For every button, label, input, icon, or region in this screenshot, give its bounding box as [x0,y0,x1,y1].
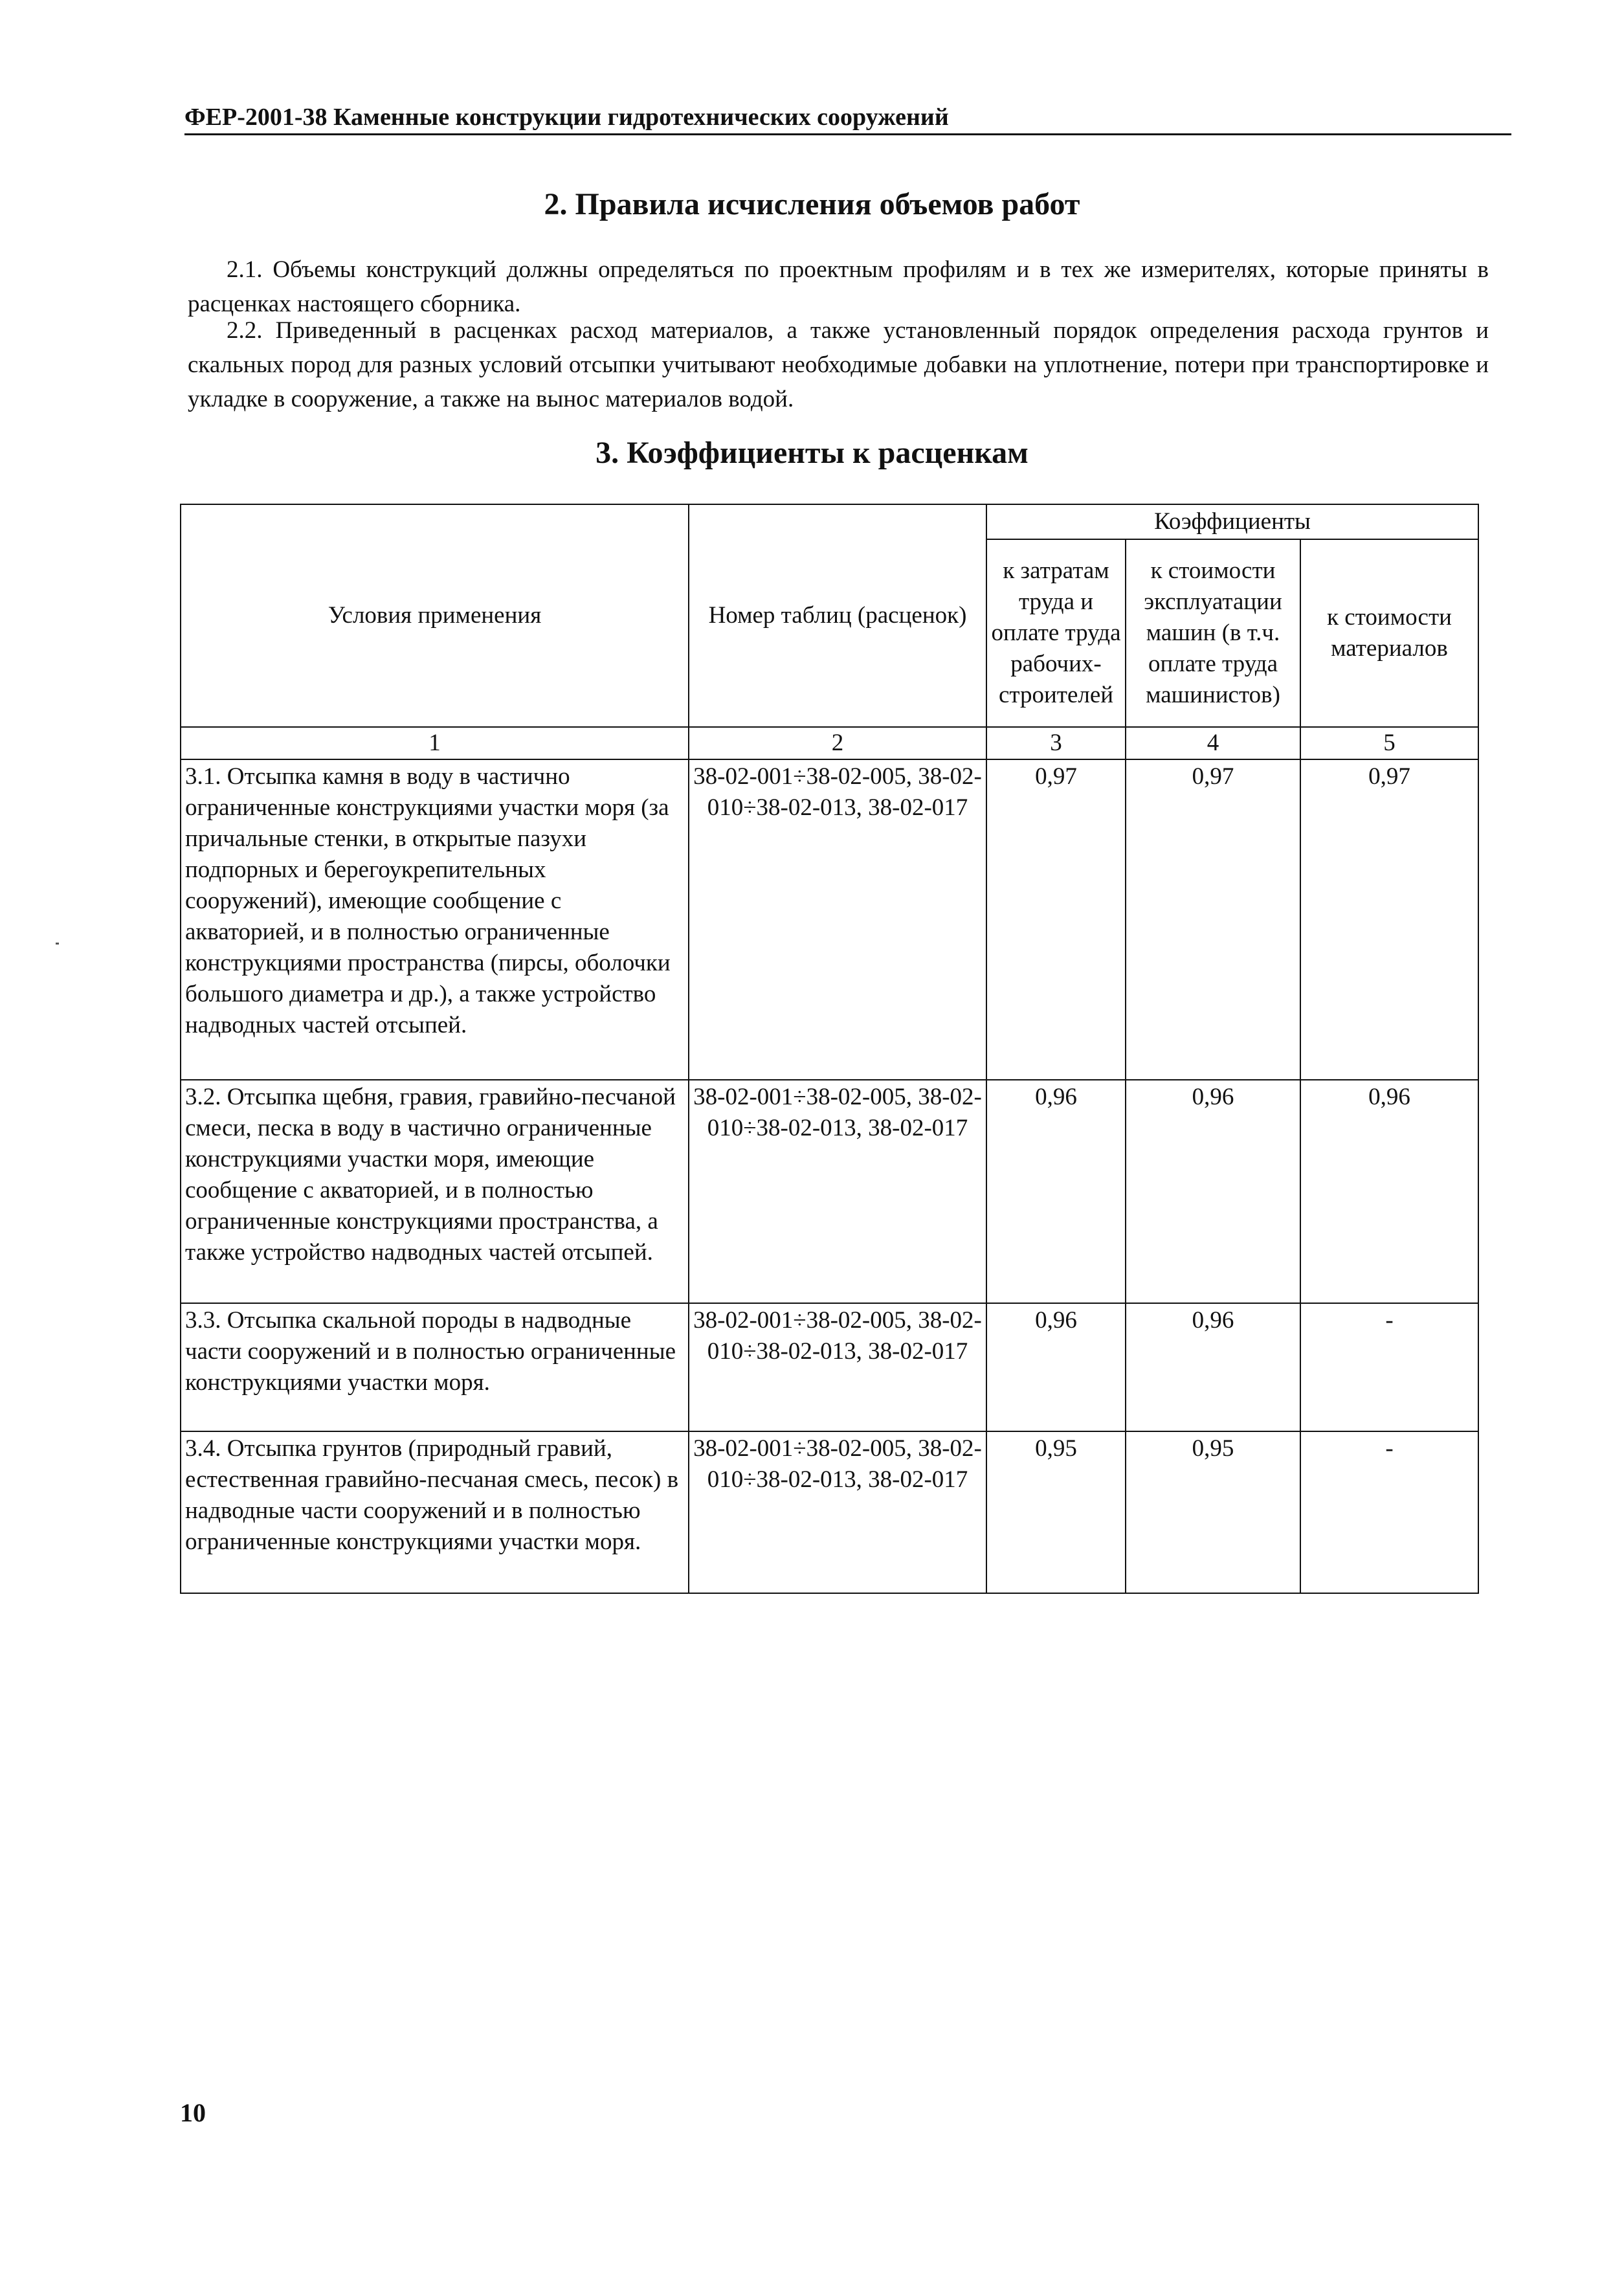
row-condition: 3.3. Отсыпка скальной породы в надводные части сооружений и в полностью ограниченные конструкциями участки моря. [181,1303,689,1431]
header-conditions: Условия применения [181,504,689,727]
table-row [181,759,1478,1080]
row-materials-coef: 0,97 [1300,759,1478,1080]
header-table-numbers: Номер таблиц (расценок) [689,504,986,727]
column-number: 4 [1126,727,1300,759]
coefficients-table [180,504,1479,1594]
row-machines-coef: 0,96 [1126,1080,1300,1303]
column-number: 2 [689,727,986,759]
row-materials-coef: 0,96 [1300,1080,1478,1303]
paragraph-2-2: 2.2. Приведенный в расценках расход материалов, а также установленный порядок определения расхода грунтов и скальных пород для разных условий отсыпки учитывают необходимые добавки на уплотнение, потери при транспортировке и укладке в сооружение, а также на вынос материалов водой. [188,317,1489,412]
row-condition: 3.4. Отсыпка грунтов (природный гравий, естественная гравийно-песчаная смесь, песок) в надводные части сооружений и в полностью ограниченные конструкциями участки моря. [181,1431,689,1593]
running-header: ФЕР-2001-38 Каменные конструкции гидротехнических сооружений [184,102,1511,135]
row-labor-coef: 0,95 [986,1431,1126,1593]
scan-speck [56,943,59,945]
row-table-numbers: 38-02-001÷38-02-005, 38-02-010÷38-02-013, 38-02-017 [689,1431,986,1593]
row-table-numbers: 38-02-001÷38-02-005, 38-02-010÷38-02-013, 38-02-017 [689,1303,986,1431]
row-labor-coef: 0,96 [986,1080,1126,1303]
table-row [181,1303,1478,1431]
section-3-title: 3. Коэффициенты к расценкам [595,436,1029,470]
column-number: 5 [1300,727,1478,759]
column-number: 1 [181,727,689,759]
header-materials: к стоимости материалов [1300,539,1478,727]
column-number: 3 [986,727,1126,759]
paragraph-2-1: 2.1. Объемы конструкций должны определяться по проектным профилям и в тех же измерителях, которые приняты в расценках настоящего сборника. [188,256,1489,317]
header-coefficients: Коэффициенты [986,504,1478,539]
table-row [181,1431,1478,1593]
row-machines-coef: 0,96 [1126,1303,1300,1431]
header-machines: к стоимости эксплуатации машин (в т.ч. оплате труда машинистов) [1126,539,1300,727]
row-labor-coef: 0,97 [986,759,1126,1080]
row-condition: 3.2. Отсыпка щебня, гравия, гравийно-песчаной смеси, песка в воду в частично ограниченные конструкциями участки моря, имеющие сообщение с акваторией, и в полностью ограниченные конструкциями пространства, а также устройство надводных частей отсыпей. [181,1080,689,1303]
page-number: 10 [180,2098,206,2127]
row-machines-coef: 0,97 [1126,759,1300,1080]
row-table-numbers: 38-02-001÷38-02-005, 38-02-010÷38-02-013, 38-02-017 [689,759,986,1080]
row-labor-coef: 0,96 [986,1303,1126,1431]
header-labor: к затратам труда и оплате труда рабочих-строителей [986,539,1126,727]
row-materials-coef: - [1300,1303,1478,1431]
table-row [181,1080,1478,1303]
row-materials-coef: - [1300,1431,1478,1593]
row-condition: 3.1. Отсыпка камня в воду в частично ограниченные конструкциями участки моря (за причальные стенки, в открытые пазухи подпорных и берегоукрепительных сооружений), имеющие сообщение с акваторией, и в полностью ограниченные конструкциями пространства (пирсы, оболочки большого диаметра и др.), а также устройство надводных частей отсыпей. [181,759,689,1080]
row-machines-coef: 0,95 [1126,1431,1300,1593]
section-2-title: 2. Правила исчисления объемов работ [544,187,1080,221]
row-table-numbers: 38-02-001÷38-02-005, 38-02-010÷38-02-013, 38-02-017 [689,1080,986,1303]
